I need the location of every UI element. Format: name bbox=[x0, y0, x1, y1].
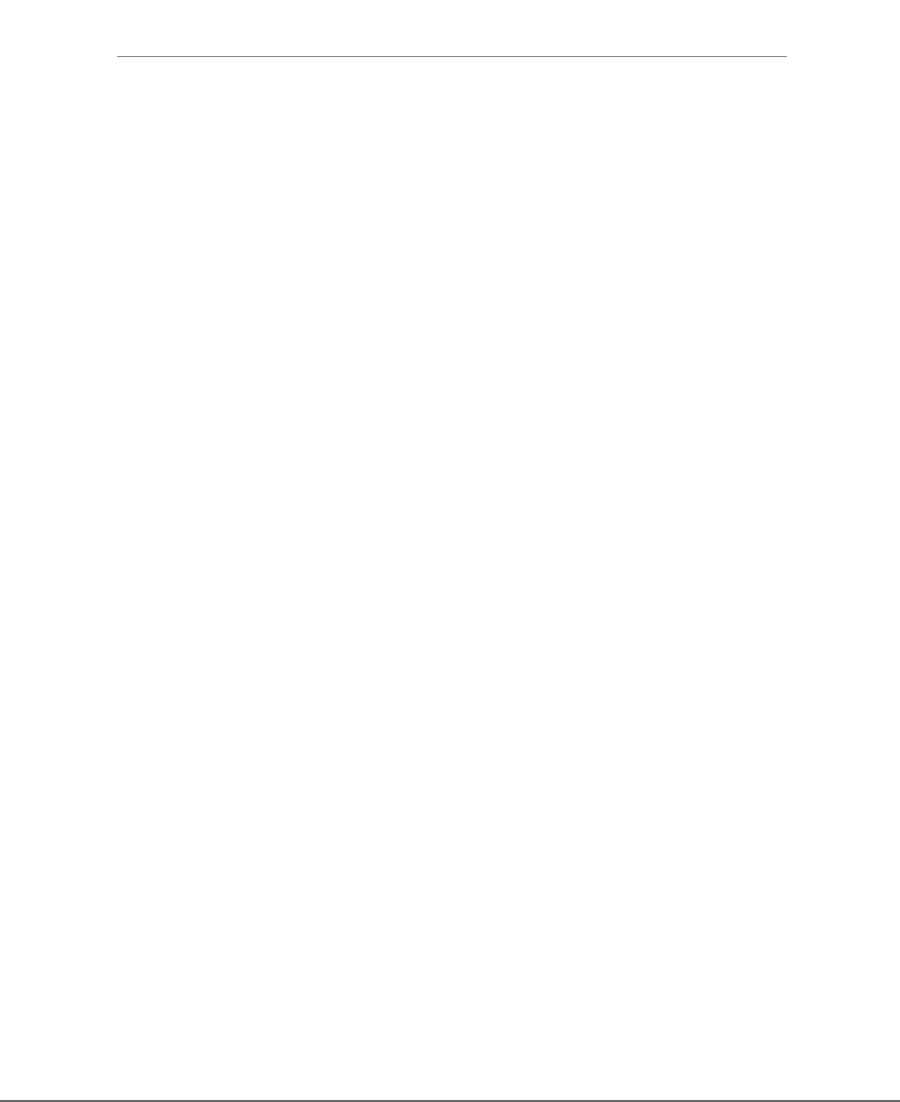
header-rule bbox=[117, 56, 787, 57]
